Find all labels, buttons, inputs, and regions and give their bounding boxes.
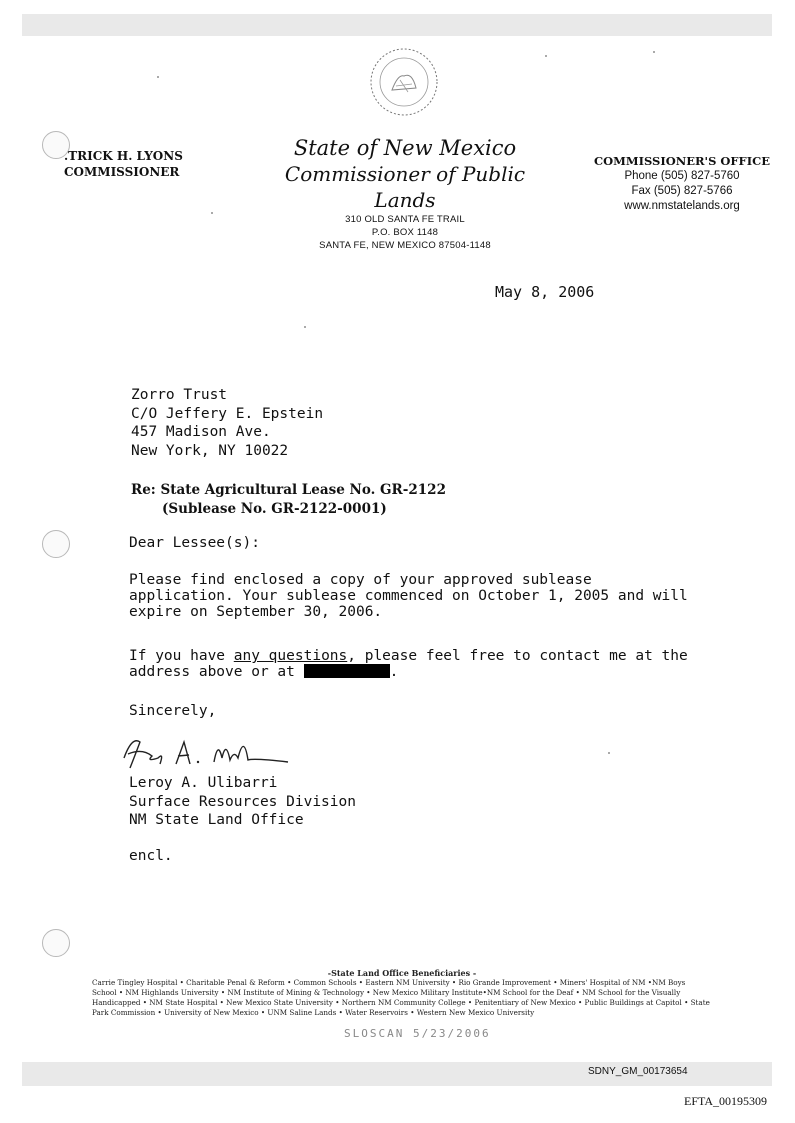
- commissioner-title: COMMISSIONER: [64, 165, 180, 179]
- state-seal-icon: [368, 46, 440, 118]
- office-contact-block: [592, 154, 772, 214]
- office-heading: Commissioner of Public Lands: [284, 162, 526, 212]
- signer-division: Surface Resources Division: [129, 793, 356, 810]
- letter-date: May 8, 2006: [495, 283, 595, 301]
- beneficiaries-footer: [92, 968, 712, 1018]
- office-website: www.nmstatelands.org: [624, 200, 740, 212]
- efta-number: EFTA_00195309: [684, 1094, 768, 1108]
- handwritten-signature: [118, 728, 293, 774]
- redaction-box: [304, 664, 390, 678]
- para2-underlined: any questions: [233, 648, 348, 664]
- para2-start: If you have: [129, 648, 234, 664]
- enclosure-note: encl.: [129, 848, 173, 864]
- signer-name: Leroy A. Ulibarri: [129, 775, 278, 791]
- bates-number: SDNY_GM_00173654: [588, 1066, 688, 1077]
- recipient-line: New York, NY 10022: [131, 442, 289, 459]
- scan-speck: [211, 212, 213, 214]
- para2-rest: , please feel free to contact me at the address above or at: [129, 648, 688, 680]
- letterhead-center: [255, 135, 555, 252]
- scan-speck: [157, 76, 159, 78]
- punch-hole: [42, 929, 70, 957]
- footer-text: Carrie Tingley Hospital • Charitable Penal & Reform • Common Schools • Eastern NM University • Rio Grande Improvement • Miners' Hospital of NM •NM Boys School • NM Highlands University • NM Institute of Mining & Technology • New Mexico Military Institute•NM School for the Deaf • NM School for the Visually Handicapped • NM State Hospital • New Mexico State University • Northern NM Community College • Penitentiary of New Mexico • Public Buildings at Capitol • State Park Commission • University of New Mexico • UNM Saline Lands • Water Reservoirs • Western New Mexico University: [92, 978, 710, 1017]
- salutation: Dear Lessee(s):: [129, 535, 260, 551]
- signer-office: NM State Land Office: [129, 812, 304, 828]
- state-heading: State of New Mexico: [293, 136, 517, 160]
- body-paragraph-2: [129, 648, 689, 680]
- recipient-line: 457 Madison Ave.: [131, 424, 271, 440]
- address-line-2: P.O. BOX 1148: [371, 227, 439, 238]
- recipient-address: [131, 386, 323, 460]
- subject-sublease: (Sublease No. GR-2122-0001): [162, 501, 387, 517]
- scan-speck: [545, 55, 547, 57]
- office-fax: Fax (505) 827-5766: [631, 185, 733, 197]
- scan-speck: [608, 752, 610, 754]
- footer-title: -State Land Office Beneficiaries -: [327, 968, 477, 978]
- recipient-line: C/O Jeffery E. Epstein: [131, 405, 324, 422]
- closing: Sincerely,: [129, 703, 217, 719]
- office-title: COMMISSIONER'S OFFICE: [593, 154, 771, 168]
- body-paragraph-1: Please find enclosed a copy of your approved sublease application. Your sublease commenced on October 1, 2005 and will expire on September 30, 2006.: [129, 572, 688, 620]
- scan-speck: [304, 326, 306, 328]
- address-line-1: 310 OLD SANTA FE TRAIL: [345, 214, 465, 225]
- office-phone: Phone (505) 827-5760: [624, 170, 740, 182]
- commissioner-block: [64, 148, 183, 180]
- para2-period: .: [389, 664, 399, 680]
- address-line-3: SANTA FE, NEW MEXICO 87504-1148: [319, 240, 491, 251]
- scan-stamp: SLOSCAN 5/23/2006: [344, 1027, 491, 1040]
- recipient-line: Zorro Trust: [131, 387, 228, 403]
- subject-lease: Re: State Agricultural Lease No. GR-2122: [131, 482, 446, 498]
- signature-block: [129, 774, 689, 830]
- commissioner-name: .TRICK H. LYONS: [64, 149, 183, 163]
- scan-top-band: [22, 14, 772, 36]
- scan-speck: [653, 51, 655, 53]
- punch-hole: [42, 530, 70, 558]
- subject-line: [131, 481, 446, 519]
